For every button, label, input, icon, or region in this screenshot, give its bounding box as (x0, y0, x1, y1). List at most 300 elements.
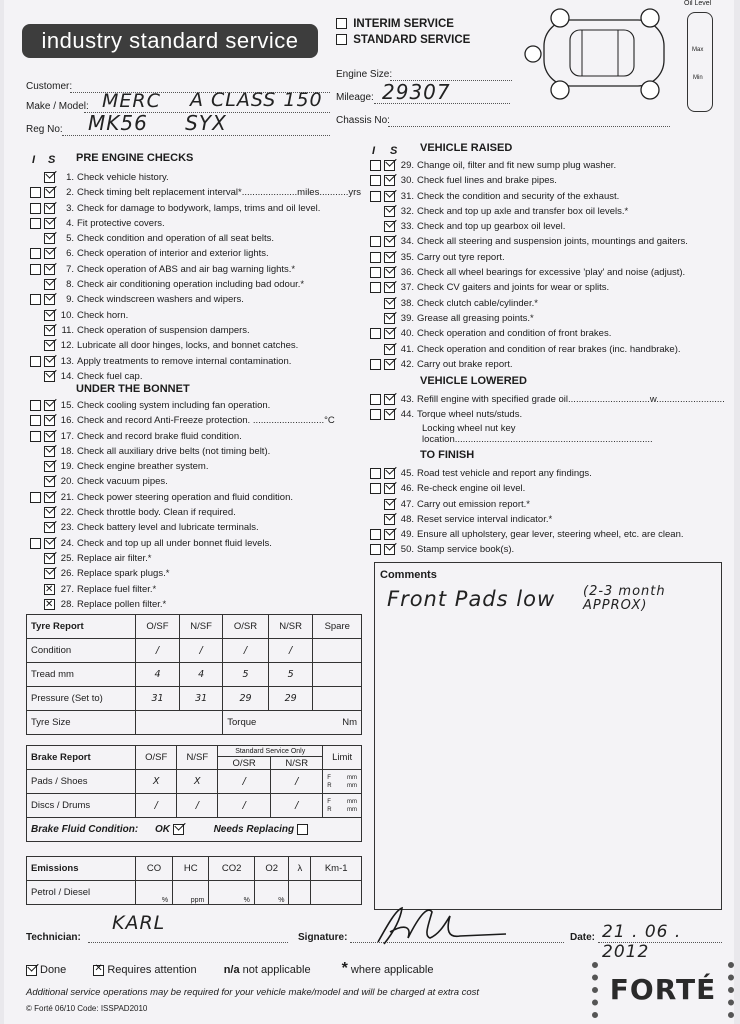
brake-cell: / (218, 770, 271, 794)
checklist-text: Check CV gaiters and joints for wear or splits. (417, 282, 610, 294)
checkbox-s[interactable] (44, 584, 55, 595)
checklist-text: Check throttle body. Clean if required. (77, 507, 236, 519)
checklist-item (30, 308, 361, 323)
checkbox-s[interactable] (44, 476, 55, 487)
checkbox-s[interactable] (384, 344, 395, 355)
checkbox-s[interactable] (44, 400, 55, 411)
checkbox-s[interactable] (44, 172, 55, 183)
checklist-number: 40. (400, 328, 414, 340)
checklist-text: Check fuel cap. (77, 370, 143, 382)
checklist-number: 18. (60, 445, 74, 457)
checklist-item (30, 201, 361, 216)
checkbox-s[interactable] (44, 218, 55, 229)
forte-logo-text: FORTÉ (609, 973, 717, 1006)
checklist-item (30, 216, 361, 231)
checklist-item (370, 189, 688, 204)
tyre-row-label: Condition (27, 639, 136, 663)
checkbox-s[interactable] (384, 468, 395, 479)
date-value: 21 . 06 . 2012 (602, 922, 682, 962)
checkbox-i[interactable] (30, 415, 41, 426)
checkbox-s[interactable] (44, 340, 55, 351)
checklist-text: Check condition and operation of all seat belts. (77, 233, 274, 245)
checkbox-s[interactable] (384, 394, 395, 405)
legend-done: Done (40, 964, 67, 976)
emissions-unit: % (136, 881, 173, 905)
checkbox-i[interactable] (370, 236, 381, 247)
checklist-item (30, 170, 361, 185)
checkbox-i[interactable] (370, 328, 381, 339)
checklist-text: Carry out tyre report. (417, 251, 505, 263)
fluid-ok-label: OK (155, 824, 170, 836)
checkbox-i[interactable] (30, 248, 41, 259)
checklist-number: 36. (400, 267, 414, 279)
emissions-col-hc: HC (173, 857, 209, 881)
interim-checkbox[interactable] (336, 18, 347, 29)
checklist-number: 25. (60, 552, 74, 564)
checklist-item (30, 582, 335, 597)
checkbox-i[interactable] (370, 483, 381, 494)
brake-col-osf: O/SF (136, 746, 177, 770)
checklist-number: 33. (400, 221, 414, 233)
tyre-row-label: Pressure (Set to) (27, 687, 136, 711)
checklist-number: 41. (400, 343, 414, 355)
tyre-cell: 31 (180, 687, 223, 711)
col-header-s: S (48, 154, 56, 166)
checklist-number: 17. (60, 430, 74, 442)
checklist-item (30, 429, 335, 444)
checkbox-i[interactable] (370, 282, 381, 293)
checkbox-s[interactable] (384, 267, 395, 278)
checkbox-s[interactable] (384, 282, 395, 293)
tyre-row-pressure (27, 687, 362, 711)
checkbox-i[interactable] (370, 544, 381, 555)
limit-mm: mm (347, 806, 357, 813)
checkbox-i[interactable] (30, 400, 41, 411)
reg-label: Reg No: (26, 124, 63, 135)
service-sheet (4, 0, 734, 1024)
brake-col-limit: Limit (323, 746, 362, 770)
signature-mark (370, 904, 510, 948)
emissions-cell (289, 881, 311, 905)
emissions-col-km: Km-1 (311, 857, 362, 881)
fluid-ok-checkbox[interactable] (173, 824, 184, 835)
checklist-item (30, 551, 335, 566)
brake-fluid-row (27, 818, 362, 842)
checklist-text: Check battery level and lubricate terminals. (77, 522, 259, 534)
checklist-number: 12. (60, 340, 74, 352)
emissions-cell (311, 881, 362, 905)
checkbox-i[interactable] (370, 267, 381, 278)
checklist-number: 39. (400, 312, 414, 324)
checklist-text: Check operation and condition of rear brakes (inc. handbrake). (417, 343, 681, 355)
checklist-number: 26. (60, 568, 74, 580)
checklist-text: Check engine breather system. (77, 461, 209, 473)
checklist-number: 27. (60, 583, 74, 595)
model-value: A CLASS 150 (190, 89, 323, 111)
checkbox-s[interactable] (44, 599, 55, 610)
checkbox-s[interactable] (384, 514, 395, 525)
checkbox-s[interactable] (44, 248, 55, 259)
locking-wheel-nut: Locking wheel nut key location........................................................................... (422, 423, 653, 445)
col-header-s-right: S (390, 145, 398, 157)
checkbox-s[interactable] (44, 492, 55, 503)
brake-fluid-label: Brake Fluid Condition: (31, 824, 139, 836)
checklist-text: Check windscreen washers and wipers. (77, 294, 244, 306)
checkbox-i[interactable] (30, 187, 41, 198)
checklist-number: 29. (400, 160, 414, 171)
brake-col-nsf: N/SF (177, 746, 218, 770)
col-header-i-right: I (372, 145, 376, 157)
tyre-col-nsr: N/SR (268, 615, 313, 639)
limit-mm: mm (347, 782, 357, 789)
checkbox-s[interactable] (44, 446, 55, 457)
legend-na-text: not applicable (242, 964, 311, 976)
checklist-number: 4. (66, 217, 74, 229)
checklist-text: Replace air filter.* (77, 552, 152, 564)
emissions-col-co: CO (136, 857, 173, 881)
checklist-text: Re-check engine oil level. (417, 483, 526, 495)
checkbox-s[interactable] (384, 160, 395, 171)
checklist-item (30, 566, 335, 581)
checklist-text: Torque wheel nuts/studs. (417, 409, 523, 421)
checkbox-s[interactable] (44, 233, 55, 244)
checkbox-s[interactable] (44, 568, 55, 579)
checklist-item (370, 497, 684, 512)
checkbox-i[interactable] (370, 409, 381, 420)
brake-col-nsr: N/SR (271, 757, 323, 770)
emissions-unit: % (254, 881, 289, 905)
legend-attention: Requires attention (107, 964, 197, 976)
checkbox-i[interactable] (370, 468, 381, 479)
tyre-col-osf: O/SF (136, 615, 180, 639)
torque-cell (223, 711, 362, 735)
checkbox-i[interactable] (30, 492, 41, 503)
checklist-item (370, 311, 688, 326)
to-finish-title: TO FINISH (420, 449, 475, 461)
checkbox-s[interactable] (44, 522, 55, 533)
checklist-number: 47. (400, 498, 414, 510)
brake-cell: / (136, 794, 177, 818)
interim-label: INTERIM SERVICE (353, 18, 454, 30)
chassis-label: Chassis No: (336, 115, 390, 126)
checklist-item (370, 357, 688, 372)
checkbox-s[interactable] (384, 483, 395, 494)
checklist-number: 10. (60, 309, 74, 321)
checklist-item (370, 342, 688, 357)
checklist-item (30, 398, 335, 413)
checkbox-i[interactable] (370, 191, 381, 202)
checklist-number: 15. (60, 400, 74, 411)
checklist-number: 8. (66, 279, 74, 291)
tyre-cell: / (180, 639, 223, 663)
checklist-text: Check and record Anti-Freeze protection. ...........................°C (77, 415, 335, 427)
tyre-cell: 5 (268, 663, 313, 687)
emissions-title: Emissions (27, 857, 136, 881)
checklist-number: 6. (66, 248, 74, 260)
checkbox-s[interactable] (44, 187, 55, 198)
brake-row-label: Pads / Shoes (27, 770, 136, 794)
checkbox-s[interactable] (44, 294, 55, 305)
checkbox-s[interactable] (384, 544, 395, 555)
vehicle-raised-title: VEHICLE RAISED (420, 142, 513, 154)
checklist-item (370, 392, 725, 407)
car-diagram (522, 6, 686, 102)
checkbox-i[interactable] (30, 356, 41, 367)
checklist-item (370, 265, 688, 280)
fluid-needs-checkbox[interactable] (297, 824, 308, 835)
tyre-cell: 29 (268, 687, 313, 711)
limit-mm: mm (347, 774, 357, 781)
checklist-text: Check vehicle history. (77, 172, 169, 183)
checkbox-i[interactable] (370, 160, 381, 171)
tyre-cell: / (223, 639, 268, 663)
checklist-item (30, 185, 361, 200)
checklist-item (370, 466, 684, 481)
checklist-item (30, 369, 361, 384)
checklist-text: Refill engine with specified grade oil...............................w.......................... (417, 394, 725, 405)
oil-level-label: Oil Level (684, 0, 712, 7)
checkbox-s[interactable] (384, 298, 395, 309)
checklist-text: Check horn. (77, 309, 129, 321)
emissions-col-o2: O2 (254, 857, 289, 881)
checklist-text: Carry out brake report. (417, 358, 513, 370)
checkbox-s[interactable] (384, 359, 395, 370)
checklist-item (370, 542, 684, 557)
checkbox-s[interactable] (44, 310, 55, 321)
checklist-text: Replace spark plugs.* (77, 568, 170, 580)
tyre-cell: 31 (136, 687, 180, 711)
checkbox-s[interactable] (384, 252, 395, 263)
checkbox-s[interactable] (44, 325, 55, 336)
standard-label: STANDARD SERVICE (353, 34, 471, 46)
tyre-row-tread (27, 663, 362, 687)
tyre-cell: 4 (136, 663, 180, 687)
checklist-text: Check the condition and security of the exhaust. (417, 190, 620, 202)
pre-engine-list (30, 170, 361, 384)
checklist-number: 30. (400, 175, 414, 187)
checklist-text: Check vacuum pipes. (77, 476, 168, 488)
checkbox-s[interactable] (384, 328, 395, 339)
limit-f: F (327, 798, 331, 805)
checklist-number: 38. (400, 297, 414, 309)
checkbox-s[interactable] (384, 221, 395, 232)
checkbox-s[interactable] (44, 415, 55, 426)
checkbox-i[interactable] (30, 203, 41, 214)
engine-label: Engine Size: (336, 69, 393, 80)
checklist-number: 16. (60, 415, 74, 427)
vehicle-lowered-title: VEHICLE LOWERED (420, 375, 527, 387)
comments-box (374, 562, 722, 910)
checkbox-s[interactable] (384, 206, 395, 217)
checklist-number: 32. (400, 205, 414, 217)
limit-r: R (327, 782, 332, 789)
checklist-item (30, 490, 335, 505)
legend-done-checkbox (26, 965, 37, 976)
legend-star: * (341, 960, 348, 977)
checklist-text: Check and top up axle and transfer box oil levels.* (417, 205, 629, 217)
checkbox-i[interactable] (30, 218, 41, 229)
checkbox-s[interactable] (44, 553, 55, 564)
checklist-item (30, 231, 361, 246)
checklist-item (370, 481, 684, 496)
checklist-text: Check power steering operation and fluid condition. (77, 491, 293, 503)
checklist-item (30, 338, 361, 353)
vehicle-raised-list (370, 158, 688, 372)
checklist-number: 44. (400, 409, 414, 421)
checklist-item (370, 234, 688, 249)
checklist-text: Check all auxiliary drive belts (not timing belt). (77, 445, 271, 457)
checklist-text: Road test vehicle and report any findings. (417, 468, 592, 479)
checklist-text: Check air conditioning operation including bad odour.* (77, 279, 305, 291)
checklist-item (30, 262, 361, 277)
checkbox-i[interactable] (370, 394, 381, 405)
checkbox-i[interactable] (30, 431, 41, 442)
checklist-number: 34. (400, 236, 414, 248)
checklist-number: 14. (60, 370, 74, 382)
checklist-text: Stamp service book(s). (417, 544, 515, 556)
brake-limit-cell (323, 770, 362, 794)
checkbox-s[interactable] (44, 356, 55, 367)
checklist-number: 42. (400, 358, 414, 370)
comments-title: Comments (380, 569, 437, 581)
mileage-value: 29307 (382, 80, 451, 104)
checklist-text: Check cooling system including fan operation. (77, 400, 271, 411)
checklist-text: Check operation of interior and exterior lights. (77, 248, 269, 260)
checklist-item (30, 323, 361, 338)
checkbox-s[interactable] (384, 409, 395, 420)
oil-level-gauge (687, 12, 713, 112)
brake-cell: X (177, 770, 218, 794)
checklist-text: Check operation and condition of front brakes. (417, 328, 612, 340)
make-label: Make / Model: (26, 101, 89, 112)
torque-label: Torque (227, 717, 257, 728)
checkbox-s[interactable] (384, 313, 395, 324)
tyre-col-nsf: N/SF (180, 615, 223, 639)
checklist-text: Check all wheel bearings for excessive 'play' and noise (adjust). (417, 267, 686, 279)
checklist-item (370, 407, 725, 422)
checklist-item (370, 512, 684, 527)
checkbox-s[interactable] (384, 236, 395, 247)
checklist-number: 3. (66, 202, 74, 214)
checklist-number: 11. (61, 324, 74, 336)
checkbox-s[interactable] (44, 431, 55, 442)
checkbox-i[interactable] (30, 538, 41, 549)
footer-notice: Additional service operations may be required for your vehicle make/model and will be charged at extra cost (26, 987, 480, 998)
checkbox-s[interactable] (384, 175, 395, 186)
tyre-col-spare: Spare (313, 615, 362, 639)
checklist-number: 46. (400, 483, 414, 495)
checkbox-i[interactable] (370, 252, 381, 263)
checklist-number: 2. (66, 187, 74, 199)
checklist-item (370, 280, 688, 295)
brake-row-discs (27, 794, 362, 818)
legend-where: where applicable (350, 964, 434, 976)
checkbox-s[interactable] (44, 538, 55, 549)
checklist-text: Check and record brake fluid condition. (77, 430, 242, 442)
checkbox-s[interactable] (44, 461, 55, 472)
checklist-number: 7. (66, 263, 74, 275)
checklist-number: 1. (66, 172, 74, 183)
checkbox-i[interactable] (370, 359, 381, 370)
checklist-number: 31. (400, 190, 414, 202)
checklist-item (370, 219, 688, 234)
brake-cell: / (177, 794, 218, 818)
checkbox-s[interactable] (44, 264, 55, 275)
emissions-row-label: Petrol / Diesel (27, 881, 136, 905)
tyre-report-title: Tyre Report (27, 615, 136, 639)
brake-cell: X (136, 770, 177, 794)
checkbox-s[interactable] (44, 279, 55, 290)
tyre-row-size (27, 711, 362, 735)
checklist-number: 20. (60, 476, 74, 488)
checklist-item (30, 292, 361, 307)
checklist-item (30, 354, 361, 369)
limit-f: F (327, 774, 331, 781)
brake-cell: / (271, 770, 323, 794)
tyre-cell: 5 (223, 663, 268, 687)
checklist-text: Replace fuel filter.* (77, 583, 157, 595)
checklist-number: 19. (60, 461, 74, 473)
comments-text-note: (2-3 month APPROX) (583, 584, 666, 613)
checkbox-s[interactable] (44, 507, 55, 518)
checklist-text: Carry out emission report.* (417, 498, 530, 510)
technician-label: Technician: (26, 932, 81, 943)
checklist-text: Change oil, filter and fit new sump plug washer. (417, 160, 617, 171)
limit-mm: mm (347, 798, 357, 805)
tyre-cell (313, 639, 362, 663)
signature-label: Signature: (298, 932, 348, 943)
vehicle-lowered-list (370, 392, 725, 423)
service-type (336, 18, 470, 50)
checklist-item (30, 505, 335, 520)
tyre-size-label: Tyre Size (27, 711, 136, 735)
checklist-item (30, 277, 361, 292)
checklist-number: 28. (60, 598, 74, 610)
checklist-text: Fit protective covers. (77, 217, 165, 229)
checkbox-i[interactable] (30, 294, 41, 305)
checkbox-s[interactable] (44, 371, 55, 382)
emissions-unit: ppm (173, 881, 209, 905)
checkbox-s[interactable] (384, 191, 395, 202)
standard-checkbox[interactable] (336, 34, 347, 45)
checklist-number: 13. (60, 355, 74, 367)
tyre-col-osr: O/SR (223, 615, 268, 639)
checklist-item (30, 536, 335, 551)
checklist-item (370, 204, 688, 219)
customer-label: Customer: (26, 81, 73, 92)
checkbox-s[interactable] (384, 529, 395, 540)
tyre-cell: 4 (180, 663, 223, 687)
form-logo: industry standard service (22, 24, 318, 58)
checkbox-i[interactable] (370, 175, 381, 186)
checkbox-s[interactable] (44, 203, 55, 214)
brake-report-title: Brake Report (27, 746, 136, 770)
oil-max-label: Max (692, 47, 704, 53)
legend-na: n/a (223, 964, 240, 976)
checklist-text: Check for damage to bodywork, lamps, trims and oil level. (77, 202, 321, 214)
checklist-text: Check and top up gearbox oil level. (417, 221, 566, 233)
checklist-number: 50. (400, 544, 414, 556)
checklist-text: Check timing belt replacement interval*.....................miles...........yrs (77, 187, 362, 199)
fluid-needs-label: Needs Replacing (213, 824, 295, 836)
checklist-item (30, 459, 335, 474)
under-bonnet-title: UNDER THE BONNET (76, 383, 190, 395)
checkbox-s[interactable] (384, 499, 395, 510)
checkbox-i[interactable] (370, 529, 381, 540)
checklist-number: 35. (400, 251, 414, 263)
emissions-unit: % (209, 881, 255, 905)
checkbox-i[interactable] (30, 264, 41, 275)
